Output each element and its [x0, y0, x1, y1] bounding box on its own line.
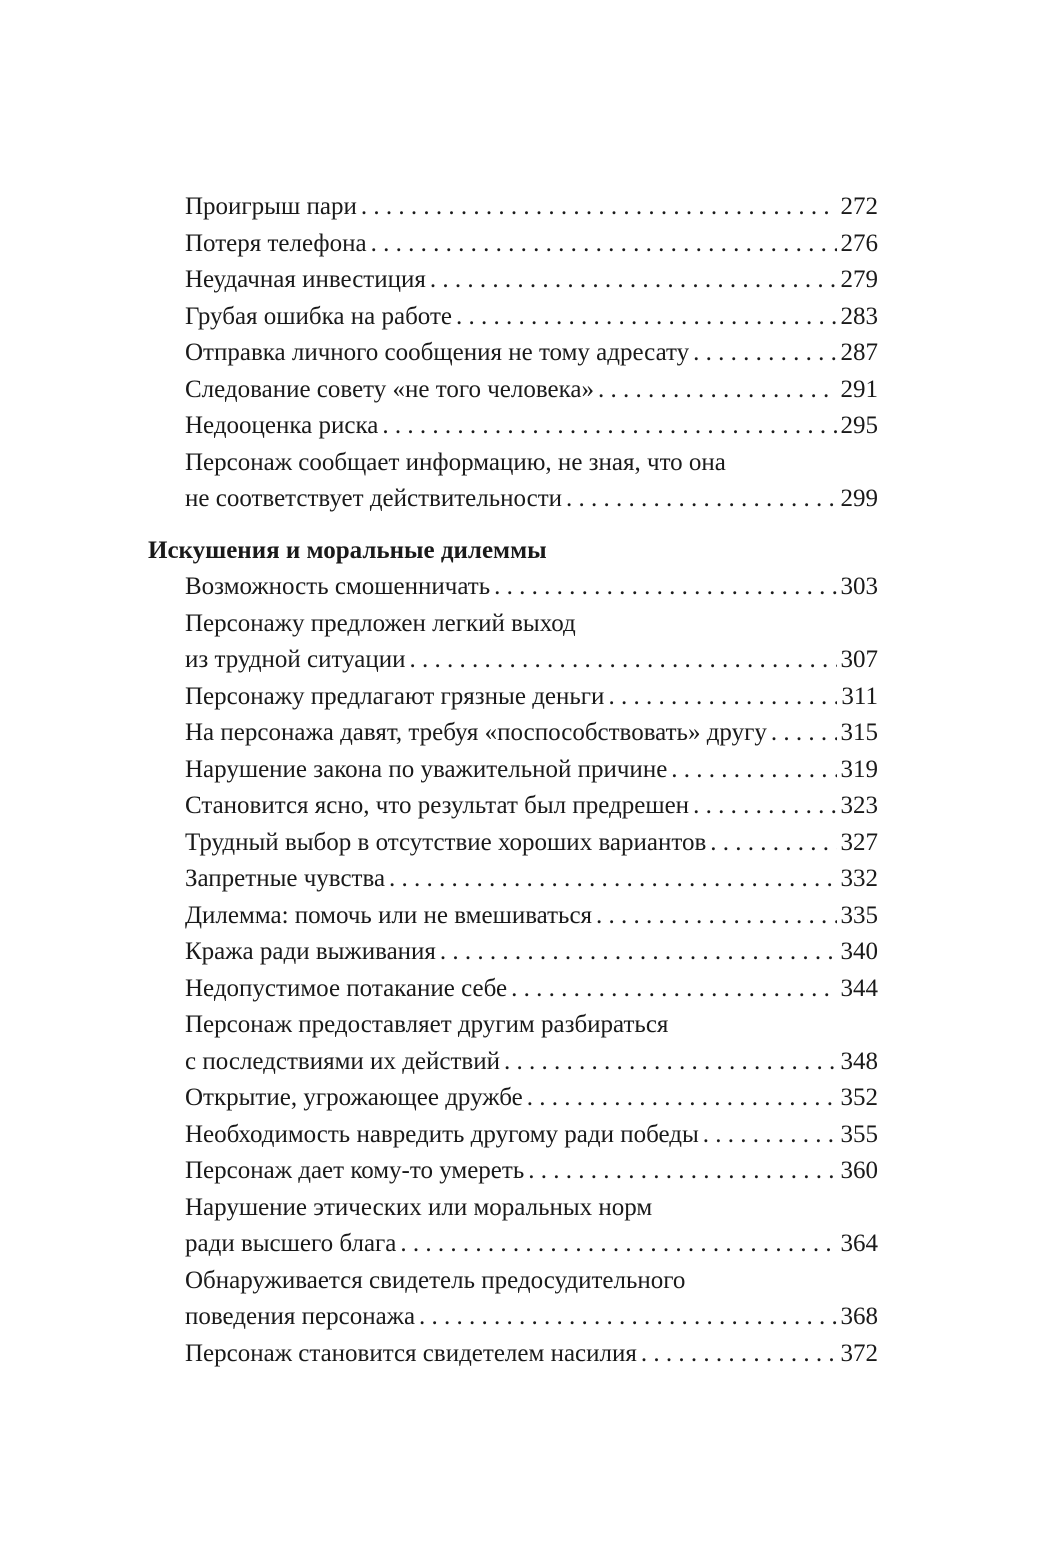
toc-group-2 — [148, 569, 878, 1372]
toc-entry-row — [185, 372, 878, 409]
page-number: 311 — [841, 682, 878, 710]
toc-entry-title: Дилемма: помочь или не вмешиваться — [185, 901, 593, 929]
toc-entry — [185, 569, 878, 606]
toc-entry-row — [185, 1044, 878, 1081]
toc-entry-title: поведения персонажа — [185, 1303, 416, 1330]
dot-leader — [430, 262, 837, 299]
toc-entry-title: Недопустимое потакание себе — [185, 974, 508, 1002]
toc-entry-title: На персонажа давят, требуя «поспособствовать» другу — [185, 719, 767, 746]
dot-leader — [527, 1080, 837, 1117]
toc-entry-row — [185, 569, 878, 606]
page-number: 368 — [840, 1303, 878, 1330]
toc-page — [148, 189, 878, 1372]
toc-entry — [185, 372, 878, 409]
toc-entry-title-line: Персонаж предоставляет другим разбираться — [185, 1011, 669, 1038]
toc-entry-title: Недооценка риска — [185, 412, 379, 439]
dot-leader — [382, 408, 836, 445]
dot-leader — [703, 1117, 837, 1154]
toc-entry — [185, 679, 878, 716]
dot-leader — [771, 715, 837, 752]
toc-entry — [185, 1080, 878, 1117]
toc-entry-row — [185, 715, 878, 752]
toc-entry — [185, 825, 878, 862]
dot-leader — [596, 898, 836, 935]
toc-entry-title: с последствиями их действий — [185, 1047, 500, 1075]
toc-entry-row — [185, 481, 878, 518]
toc-entry — [185, 335, 878, 372]
page-number: 327 — [840, 828, 878, 856]
page-number: 291 — [840, 375, 878, 403]
toc-entry-title: Отправка личного сообщения не тому адресату — [185, 339, 690, 366]
dot-leader — [608, 679, 837, 716]
dot-leader — [566, 481, 836, 518]
toc-entry — [185, 606, 878, 679]
page-number: 299 — [840, 485, 878, 512]
toc-entry-row — [185, 679, 878, 716]
toc-entry-title: Следование совету «не того человека» — [185, 375, 594, 403]
dot-leader — [504, 1044, 837, 1081]
page-number: 348 — [840, 1047, 878, 1075]
toc-entry-title-line: Персонажу предложен легкий выход — [185, 609, 576, 637]
dot-leader — [494, 569, 836, 606]
toc-entry — [185, 1336, 878, 1373]
dot-leader — [400, 1226, 836, 1263]
toc-entry-title-line: Обнаруживается свидетель предосудительного — [185, 1266, 686, 1294]
dot-leader — [419, 1299, 836, 1336]
toc-entry-row — [185, 335, 878, 372]
dot-leader — [671, 752, 836, 789]
dot-leader — [528, 1153, 836, 1190]
toc-entry-row — [185, 898, 878, 935]
dot-leader — [693, 788, 836, 825]
toc-entry — [185, 752, 878, 789]
page-number: 344 — [840, 974, 878, 1002]
section-heading: Искушения и моральные дилеммы — [148, 536, 547, 564]
page-number: 283 — [840, 302, 878, 330]
toc-entry — [185, 445, 878, 518]
toc-entry-row — [185, 752, 878, 789]
page-number: 276 — [840, 229, 878, 257]
toc-entry-title: Персонаж дает кому-то умереть — [185, 1157, 525, 1184]
dot-leader — [371, 226, 837, 263]
toc-entry — [185, 262, 878, 299]
toc-entry — [185, 934, 878, 971]
page-number: 372 — [840, 1339, 878, 1367]
toc-entry-row — [185, 226, 878, 263]
toc-entry — [185, 715, 878, 752]
dot-leader — [511, 971, 836, 1008]
toc-entry — [185, 1190, 878, 1263]
dot-leader — [641, 1336, 837, 1373]
toc-entry-title: Кража ради выживания — [185, 938, 436, 965]
page-number: 340 — [840, 938, 878, 965]
toc-entry-title: ради высшего блага — [185, 1230, 397, 1257]
toc-entry-row — [185, 408, 878, 445]
toc-entry-title: Нарушение закона по уважительной причине — [185, 755, 668, 783]
toc-entry — [185, 408, 878, 445]
page-number: 295 — [840, 412, 878, 439]
page-number: 272 — [840, 193, 878, 220]
toc-entry — [185, 299, 878, 336]
toc-entry-title: Трудный выбор в отсутствие хороших вариантов — [185, 828, 707, 856]
toc-entry — [185, 1263, 878, 1336]
toc-entry-title: не соответствует действительности — [185, 485, 563, 512]
dot-leader — [410, 642, 837, 679]
dot-leader — [598, 372, 837, 409]
toc-entry-row — [185, 788, 878, 825]
toc-entry-row — [185, 1080, 878, 1117]
toc-entry-title: Персонаж становится свидетелем насилия — [185, 1339, 637, 1367]
toc-entry — [185, 788, 878, 825]
toc-entry-row — [185, 1299, 878, 1336]
toc-entry-title: Потеря телефона — [185, 229, 367, 257]
page-number: 355 — [840, 1120, 878, 1148]
dot-leader — [710, 825, 836, 862]
page-number: 307 — [840, 646, 878, 673]
toc-entry — [185, 1117, 878, 1154]
toc-entry-row — [185, 1117, 878, 1154]
dot-leader — [389, 861, 836, 898]
toc-entry — [185, 189, 878, 226]
toc-entry — [185, 861, 878, 898]
page-number: 360 — [840, 1157, 878, 1184]
page-number: 335 — [840, 901, 878, 929]
toc-entry-row — [185, 861, 878, 898]
toc-entry-title: Грубая ошибка на работе — [185, 302, 452, 330]
toc-group-1 — [148, 189, 878, 518]
toc-entry — [185, 971, 878, 1008]
toc-entry — [185, 1153, 878, 1190]
toc-entry — [185, 1007, 878, 1080]
page-number: 315 — [840, 719, 878, 746]
toc-entry-row — [185, 971, 878, 1008]
toc-entry-row — [185, 1153, 878, 1190]
toc-entry-title: Персонажу предлагают грязные деньги — [185, 682, 605, 710]
toc-entry-title: Возможность смошенничать — [185, 573, 491, 600]
toc-entry-title-line: Нарушение этических или моральных норм — [185, 1193, 653, 1221]
dot-leader — [361, 189, 837, 226]
dot-leader — [456, 299, 837, 336]
page-number: 279 — [840, 266, 878, 293]
toc-entry-row — [185, 262, 878, 299]
page-number: 364 — [840, 1230, 878, 1257]
page-number: 332 — [840, 865, 878, 892]
toc-entry-title: Становится ясно, что результат был предрешен — [185, 792, 690, 819]
toc-entry-title: из трудной ситуации — [185, 646, 406, 673]
toc-entry-title: Запретные чувства — [185, 865, 386, 892]
toc-entry-title-line: Персонаж сообщает информацию, не зная, что она — [185, 448, 726, 476]
toc-entry-row — [185, 1336, 878, 1373]
toc-entry-title: Необходимость навредить другому ради победы — [185, 1120, 699, 1148]
toc-entry-row — [185, 1226, 878, 1263]
toc-entry — [185, 226, 878, 263]
dot-leader — [693, 335, 836, 372]
toc-entry-row — [185, 825, 878, 862]
page-number: 319 — [840, 755, 878, 783]
toc-entry-title: Неудачная инвестиция — [185, 266, 426, 293]
page-number: 287 — [840, 339, 878, 366]
page-number: 303 — [840, 573, 878, 600]
toc-entry-row — [185, 642, 878, 679]
toc-entry-row — [185, 934, 878, 971]
page-number: 323 — [840, 792, 878, 819]
toc-entry-title: Открытие, угрожающее дружбе — [185, 1084, 523, 1111]
toc-entry-row — [185, 299, 878, 336]
toc-entry-title: Проигрыш пари — [185, 193, 357, 220]
page-number: 352 — [840, 1084, 878, 1111]
dot-leader — [440, 934, 837, 971]
toc-entry-row — [185, 189, 878, 226]
toc-entry — [185, 898, 878, 935]
